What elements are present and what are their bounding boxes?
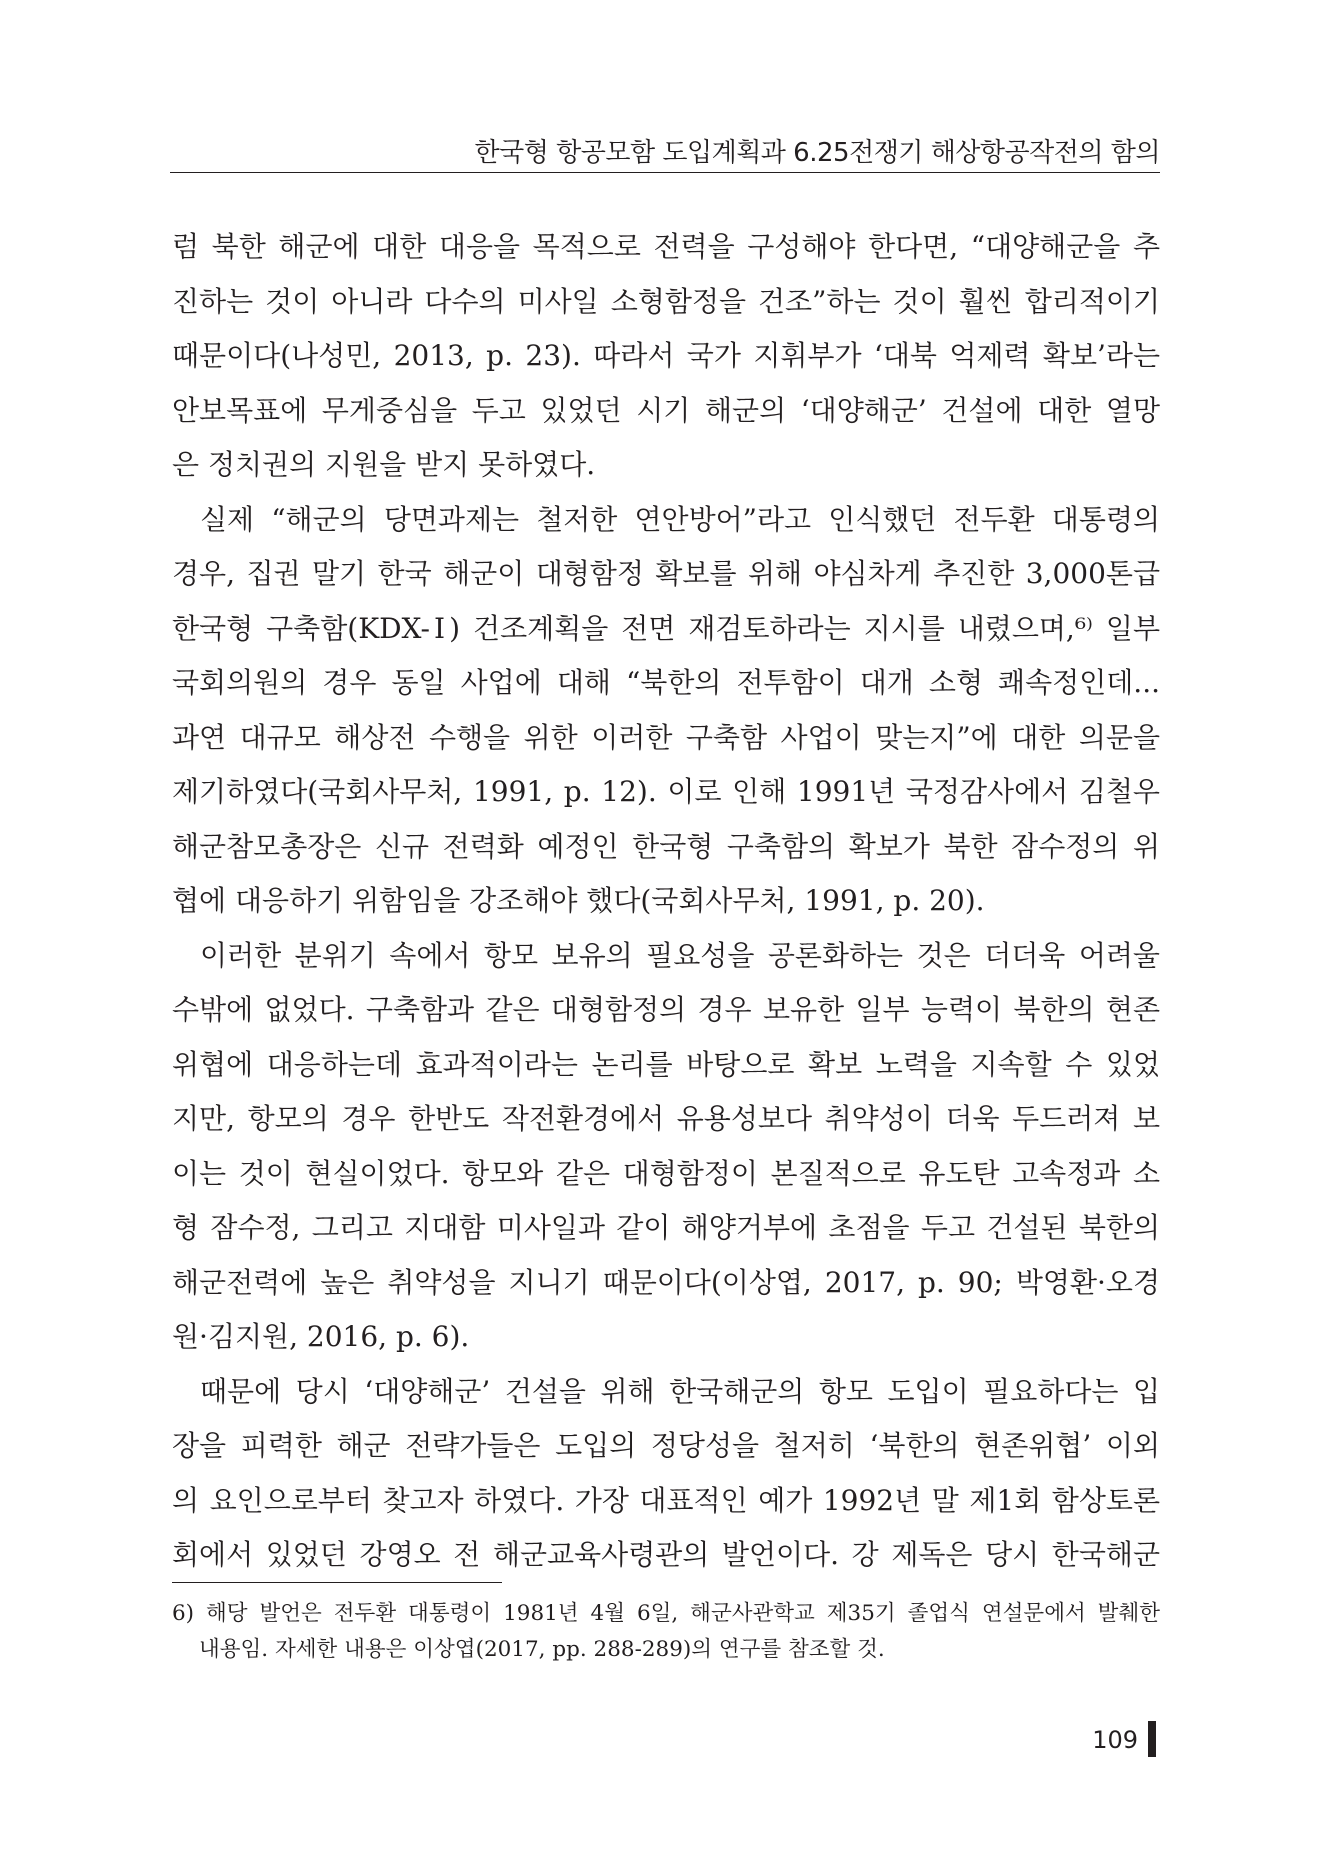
body-line: 한국형 구축함(KDX-Ⅰ) 건조계획을 전면 재검토하라는 지시를 내렸으며,⁶⁾ 일부 bbox=[172, 611, 1160, 645]
footnote-rule bbox=[172, 1582, 502, 1583]
body-line: 협에 대응하기 위함임을 강조해야 했다(국회사무처, 1991, p. 20). bbox=[172, 884, 985, 917]
body-line: 해군참모총장은 신규 전력화 예정인 한국형 구축함의 확보가 북한 잠수정의 위 bbox=[172, 829, 1160, 863]
header-rule bbox=[170, 172, 1160, 173]
body-line: 과연 대규모 해상전 수행을 위한 이러한 구축함 사업이 맞는지”에 대한 의문을 bbox=[172, 720, 1160, 754]
page-number: 109 bbox=[1092, 1726, 1138, 1754]
body-line: 때문이다(나성민, 2013, p. 23). 따라서 국가 지휘부가 ‘대북 억제력 확보’라는 bbox=[172, 339, 1160, 372]
body-line: 회에서 있었던 강영오 전 해군교육사령관의 발언이다. 강 제독은 당시 한국해군 bbox=[172, 1538, 1160, 1571]
footnote-line: 내용임. 자세한 내용은 이상엽(2017, pp. 288-289)의 연구를 참조할 것. bbox=[199, 1637, 885, 1662]
body-line: 해군전력에 높은 취약성을 지니기 때문이다(이상엽, 2017, p. 90; 박영환·오경 bbox=[172, 1265, 1160, 1299]
body-line: 지만, 항모의 경우 한반도 작전환경에서 유용성보다 취약성이 더욱 두드러져 보 bbox=[172, 1102, 1160, 1135]
body-line: 원·김지원, 2016, p. 6). bbox=[172, 1320, 470, 1353]
body-line: 장을 피력한 해군 전략가들은 도입의 정당성을 철저히 ‘북한의 현존위협’ 이외 bbox=[172, 1429, 1160, 1462]
body-line: 때문에 당시 ‘대양해군’ 건설을 위해 한국해군의 항모 도입이 필요하다는 입 bbox=[200, 1374, 1160, 1408]
body-line: 이는 것이 현실이었다. 항모와 같은 대형함정이 본질적으로 유도탄 고속정과 소 bbox=[172, 1156, 1160, 1190]
body-line: 위협에 대응하는데 효과적이라는 논리를 바탕으로 확보 노력을 지속할 수 있었 bbox=[172, 1047, 1160, 1081]
body-line: 국회의원의 경우 동일 사업에 대해 “북한의 전투함이 대개 소형 쾌속정인데... bbox=[172, 666, 1161, 699]
body-line: 은 정치권의 지원을 받지 못하였다. bbox=[172, 448, 596, 481]
body-line: 수밖에 없었다. 구축함과 같은 대형함정의 경우 보유한 일부 능력이 북한의 현존 bbox=[172, 993, 1160, 1026]
body-line: 럼 북한 해군에 대한 대응을 목적으로 전력을 구성해야 한다면, “대양해군을 추 bbox=[172, 230, 1160, 263]
body-line: 안보목표에 무게중심을 두고 있었던 시기 해군의 ‘대양해군’ 건설에 대한 열망 bbox=[172, 393, 1160, 427]
footnote-line: 6) 해당 발언은 전두환 대통령이 1981년 4월 6일, 해군사관학교 제35기 졸업식 연설문에서 발췌한 bbox=[172, 1601, 1160, 1626]
footnotes bbox=[172, 1596, 1160, 1668]
body-line: 의 요인으로부터 찾고자 하였다. 가장 대표적인 예가 1992년 말 제1회 함상토론 bbox=[172, 1483, 1160, 1517]
page-number-bar bbox=[1148, 1721, 1156, 1757]
body-line: 이러한 분위기 속에서 항모 보유의 필요성을 공론화하는 것은 더더욱 어려울 bbox=[200, 938, 1160, 972]
body-line: 진하는 것이 아니라 다수의 미사일 소형함정을 건조”하는 것이 훨씬 합리적이기 bbox=[172, 284, 1160, 318]
body-line: 경우, 집권 말기 한국 해군이 대형함정 확보를 위해 야심차게 추진한 3,000톤급 bbox=[172, 557, 1160, 590]
body-text bbox=[172, 220, 1160, 1583]
body-line: 형 잠수정, 그리고 지대함 미사일과 같이 해양거부에 초점을 두고 건설된 북한의 bbox=[172, 1211, 1160, 1244]
running-header: 한국형 항공모함 도입계획과 6.25전쟁기 해상항공작전의 함의 bbox=[474, 138, 1160, 168]
body-line: 실제 “해군의 당면과제는 철저한 연안방어”라고 인식했던 전두환 대통령의 bbox=[200, 502, 1160, 536]
body-line: 제기하였다(국회사무처, 1991, p. 12). 이로 인해 1991년 국정감사에서 김철우 bbox=[172, 775, 1160, 808]
